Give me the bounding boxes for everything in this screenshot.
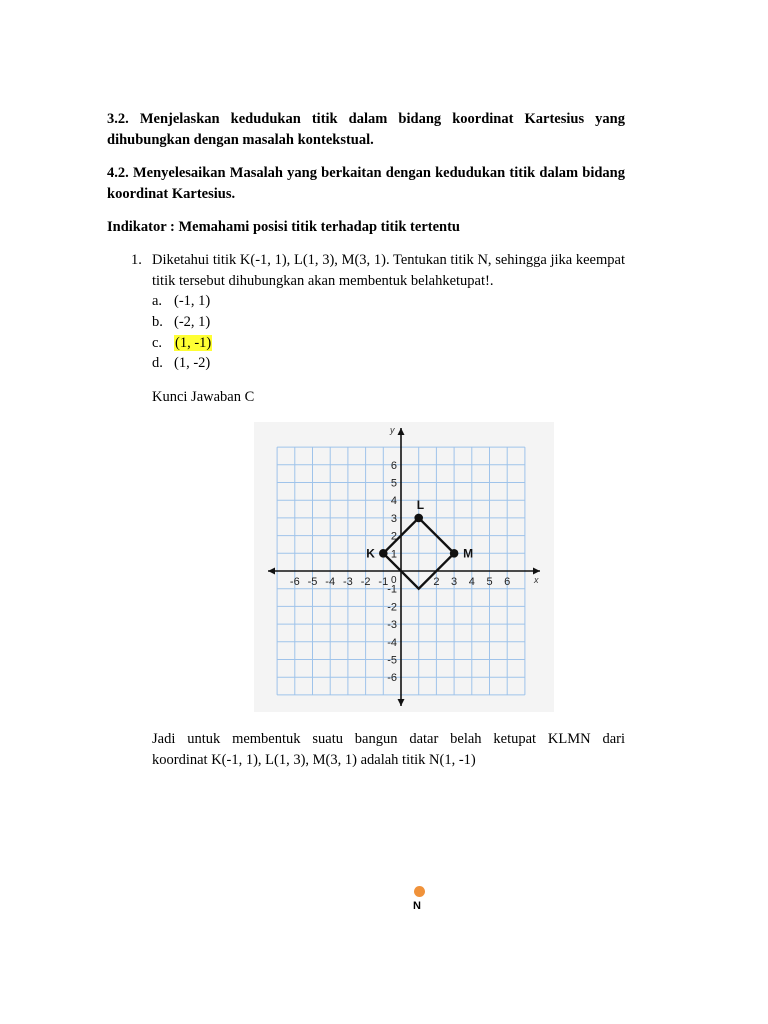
option-letter: a. xyxy=(152,293,163,309)
y-tick-label: -1 xyxy=(387,583,397,596)
origin-label: 0 xyxy=(391,575,397,586)
option-letter: d. xyxy=(152,355,163,371)
marker-label: N xyxy=(413,900,421,912)
y-tick-label: -3 xyxy=(387,619,397,632)
point-label-k: K xyxy=(366,546,375,561)
point-l xyxy=(414,514,423,523)
y-axis-label: y xyxy=(390,425,395,435)
point-k xyxy=(379,549,388,558)
option-letter: c. xyxy=(152,335,163,351)
point-label-m: M xyxy=(463,546,474,561)
x-tick-label: -3 xyxy=(343,576,353,588)
x-tick-label: 5 xyxy=(486,576,493,588)
option-text-highlighted: (1, -1) xyxy=(175,335,212,351)
option-c xyxy=(152,333,212,354)
x-tick-label: 6 xyxy=(504,576,511,588)
graph-background xyxy=(254,422,554,712)
y-tick-label: 2 xyxy=(390,530,397,543)
y-tick-label: -6 xyxy=(387,672,397,685)
question-number: 1. xyxy=(131,252,142,268)
x-tick-label: 4 xyxy=(468,576,475,588)
conclusion-line-1: Jadi untuk membentuk suatu bangun datar belah ketupat KLMN dari xyxy=(152,731,625,747)
x-tick-label: 2 xyxy=(433,576,440,588)
indicator-heading: Indikator : Memahami posisi titik terhadap titik tertentu xyxy=(107,219,460,235)
x-tick-label: -2 xyxy=(360,576,371,588)
x-tick-label: 3 xyxy=(451,576,458,588)
option-text: (-1, 1) xyxy=(174,293,211,309)
competency-4-2: 4.2. Menyelesaikan Masalah yang berkaitan dengan kedudukan titik dalam bidang koordinat Kartesius. xyxy=(107,165,625,202)
x-tick-label: -4 xyxy=(325,576,336,588)
option-a xyxy=(152,291,210,312)
x-axis-label: x xyxy=(534,575,539,585)
option-b xyxy=(152,312,210,333)
y-tick-label: -2 xyxy=(387,601,397,614)
conclusion-line-2: koordinat K(-1, 1), L(1, 3), M(3, 1) adalah titik N(1, -1) xyxy=(152,752,476,768)
y-tick-label: 1 xyxy=(390,548,397,561)
x-tick-label: -5 xyxy=(307,576,318,588)
coordinate-graph xyxy=(254,422,554,712)
y-tick-label: -5 xyxy=(387,654,397,667)
question-text: Diketahui titik K(-1, 1), L(1, 3), M(3, 1). Tentukan titik N, sehingga jika keempat titik tersebut dihubungkan akan membentuk belahketupat!. xyxy=(152,252,625,289)
x-tick-label: -1 xyxy=(378,576,389,588)
option-text: (1, -2) xyxy=(174,355,211,371)
option-letter: b. xyxy=(152,314,163,330)
option-d xyxy=(152,353,210,374)
y-tick-label: 4 xyxy=(390,495,397,508)
answer-key: Kunci Jawaban C xyxy=(152,389,255,405)
y-tick-label: 5 xyxy=(390,477,397,490)
x-tick-label: -6 xyxy=(289,576,300,588)
point-label-l: L xyxy=(416,497,425,512)
competency-3-2: 3.2. Menjelaskan kedudukan titik dalam bidang koordinat Kartesius yang dihubungkan dengan masalah kontekstual. xyxy=(107,111,625,148)
point-m xyxy=(450,549,459,558)
y-tick-label: 6 xyxy=(390,459,397,472)
option-text: (-2, 1) xyxy=(174,314,211,330)
orange-dot-marker xyxy=(414,886,425,897)
y-tick-label: -4 xyxy=(387,636,397,649)
y-tick-label: 3 xyxy=(390,512,397,525)
